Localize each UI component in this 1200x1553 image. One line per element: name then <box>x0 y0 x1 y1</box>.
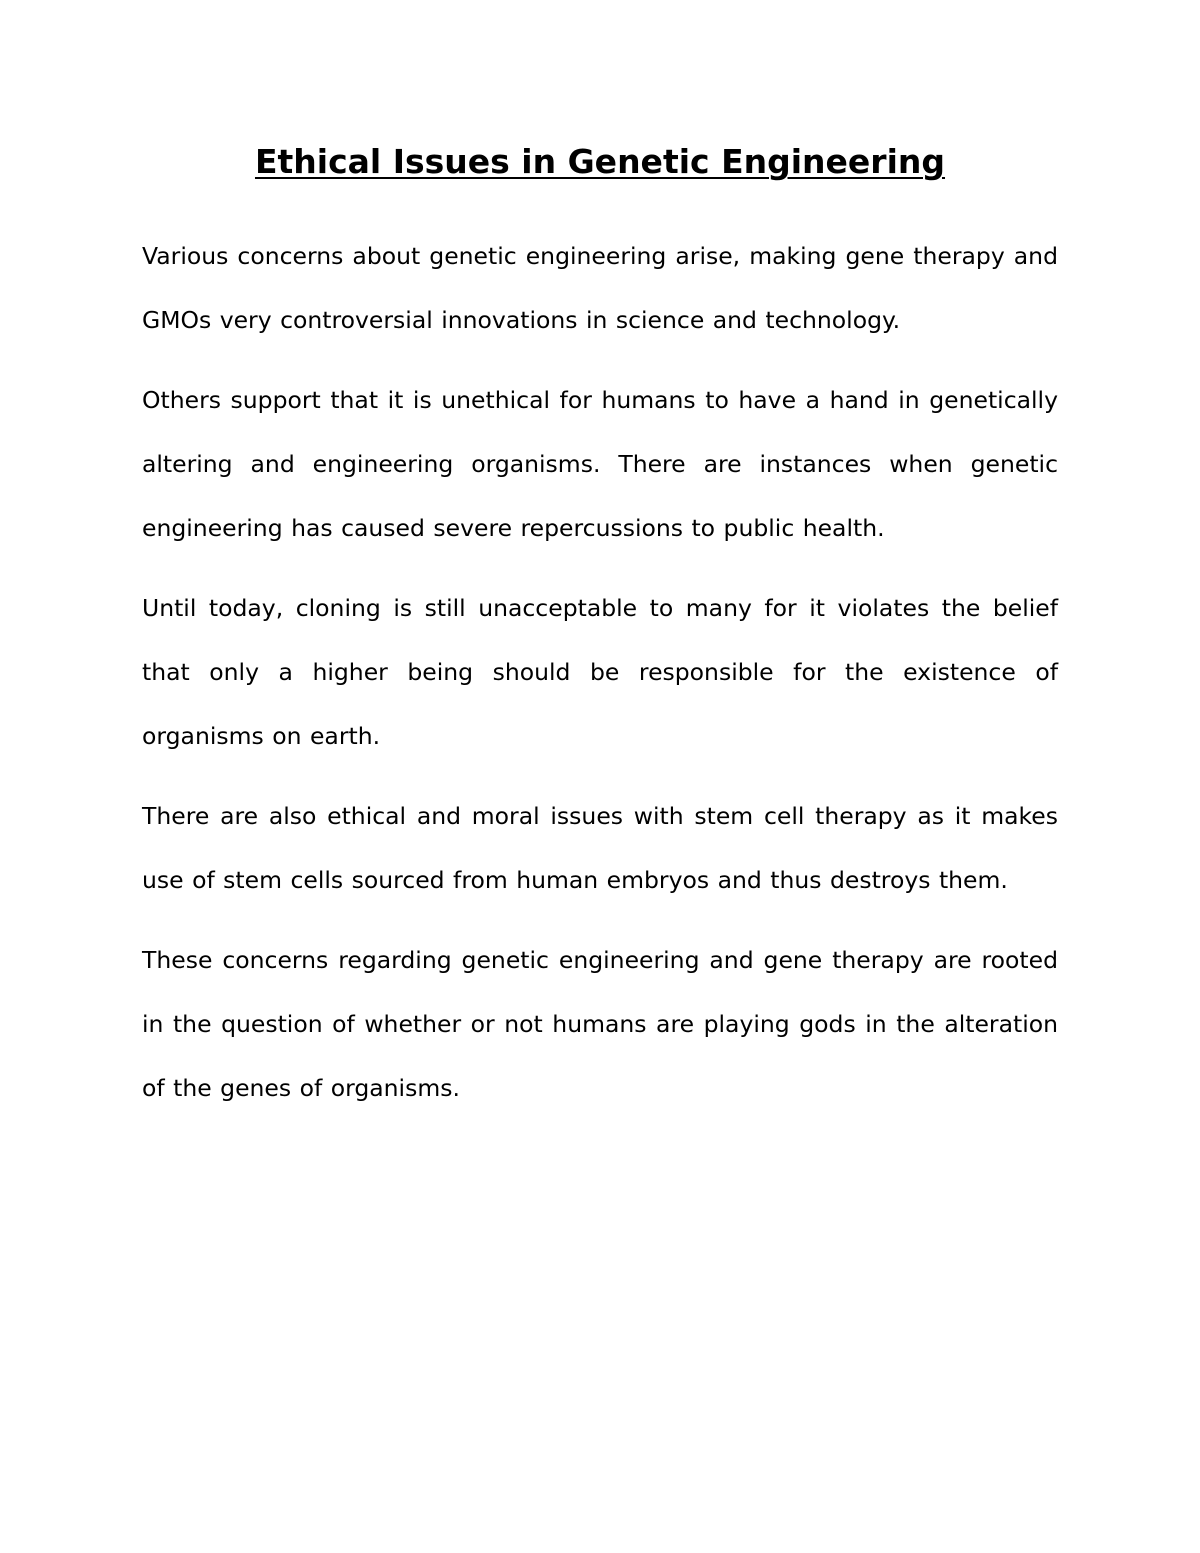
paragraph: Until today, cloning is still unacceptable to many for it violates the belief that only a higher being should be responsible for the existence of organisms on earth. <box>142 594 1058 750</box>
paragraph: Various concerns about genetic engineering arise, making gene therapy and GMOs very controversial innovations in science and technology. <box>142 242 1058 334</box>
paragraph: These concerns regarding genetic engineering and gene therapy are rooted in the question of whether or not humans are playing gods in the alteration of the genes of organisms. <box>142 946 1058 1102</box>
paragraph: Others support that it is unethical for humans to have a hand in genetically altering and engineering organisms. There are instances when genetic engineering has caused severe repercussions to public health. <box>142 386 1058 542</box>
document-title-text: Ethical Issues in Genetic Engineering <box>254 142 946 181</box>
document-body <box>142 224 1058 1136</box>
document-title <box>0 140 1200 184</box>
paragraph: There are also ethical and moral issues with stem cell therapy as it makes use of stem cells sourced from human embryos and thus destroys them. <box>142 802 1058 894</box>
